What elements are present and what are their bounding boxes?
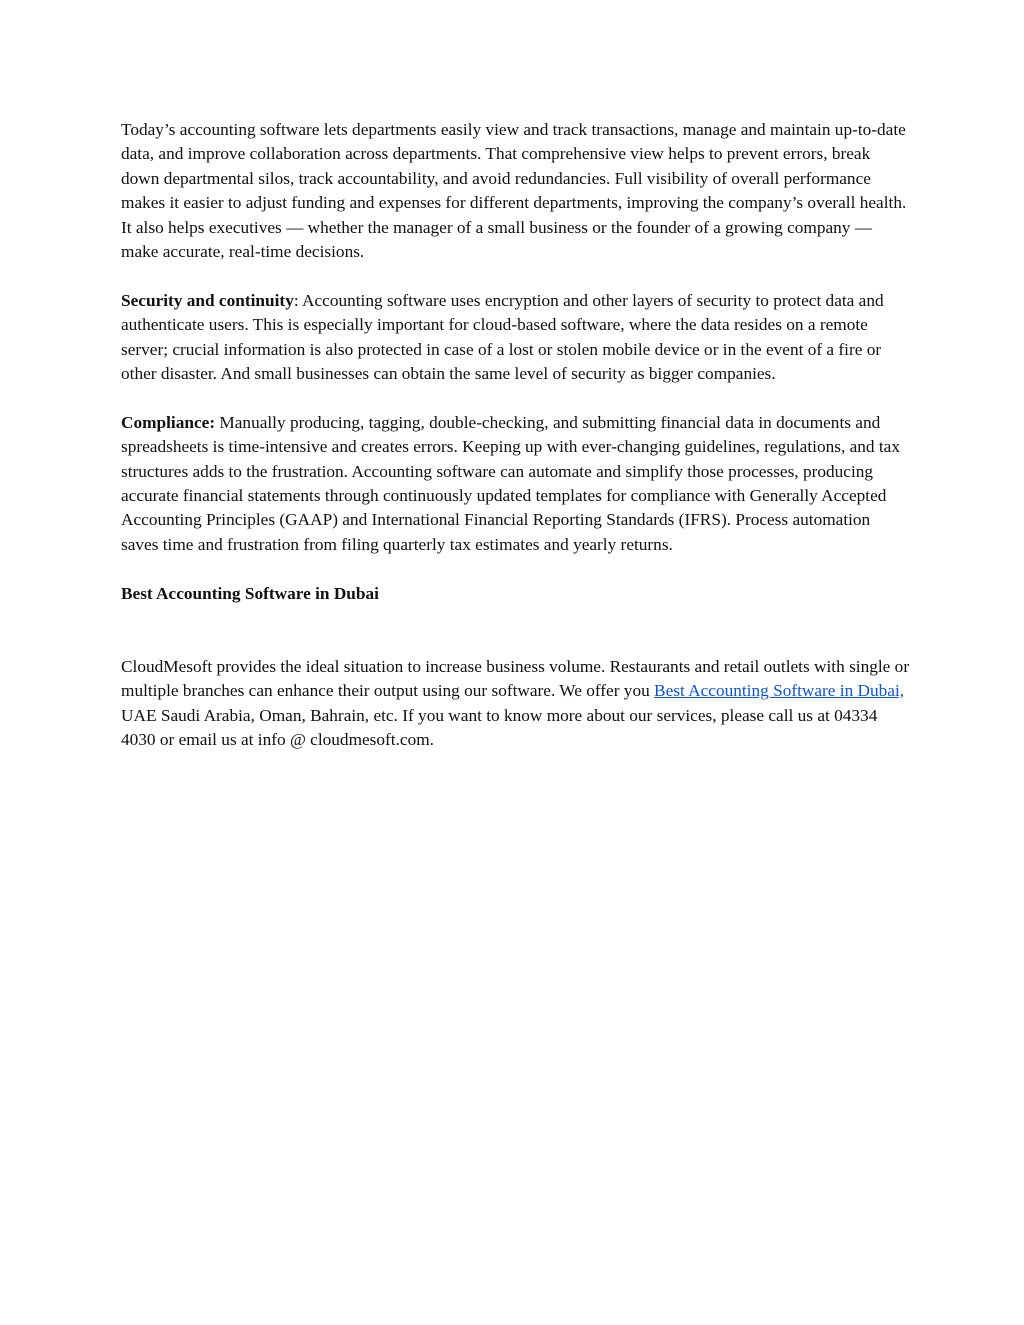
security-label: Security and continuity xyxy=(121,290,294,310)
accounting-software-link[interactable]: Best Accounting Software in Dubai, xyxy=(654,681,905,701)
closing-text-before: CloudMesoft provides the ideal situation to increase business volume. Restaurants and retail outlets with single or multiple branches can enhance their output using our software. We offer you xyxy=(121,656,910,701)
compliance-paragraph xyxy=(121,411,911,557)
closing-text-after: UAE Saudi Arabia, Oman, Bahrain, etc. If you want to know more about our services, please call us at 04334 4030 or email us at info @ cloudmesoft.com. xyxy=(121,705,878,750)
document-body xyxy=(121,118,911,777)
intro-paragraph: Today’s accounting software lets departments easily view and track transactions, manage and maintain up-to-date data, and improve collaboration across departments. That comprehensive view helps to prevent errors, break down departmental silos, track accountability, and avoid redundancies. Full visibility of overall performance makes it easier to adjust funding and expenses for different departments, improving the company’s overall health. It also helps executives — whether the manager of a small business or the founder of a growing company — make accurate, real-time decisions. xyxy=(121,120,907,262)
closing-paragraph xyxy=(121,655,911,753)
security-text: : Accounting software uses encryption and other layers of security to protect data and authenticate users. This is especially important for cloud-based software, where the data resides on a remote server; crucial information is also protected in case of a lost or stolen mobile device or in the event of a fire or other disaster. And small businesses can obtain the same level of security as bigger companies. xyxy=(121,290,884,384)
compliance-label: Compliance: xyxy=(121,412,216,432)
compliance-text: Manually producing, tagging, double-checking, and submitting financial data in documents and spreadsheets is time-intensive and creates errors. Keeping up with ever-changing guidelines, regulations, and tax structures adds to the frustration. Accounting software can automate and simplify those processes, producing accurate financial statements through continuously updated templates for compliance with Generally Accepted Accounting Principles (GAAP) and International Financial Reporting Standards (IFRS). Process automation saves time and frustration from filing quarterly tax estimates and yearly returns. xyxy=(121,412,900,554)
security-paragraph xyxy=(121,289,911,387)
section-heading: Best Accounting Software in Dubai xyxy=(121,583,379,603)
